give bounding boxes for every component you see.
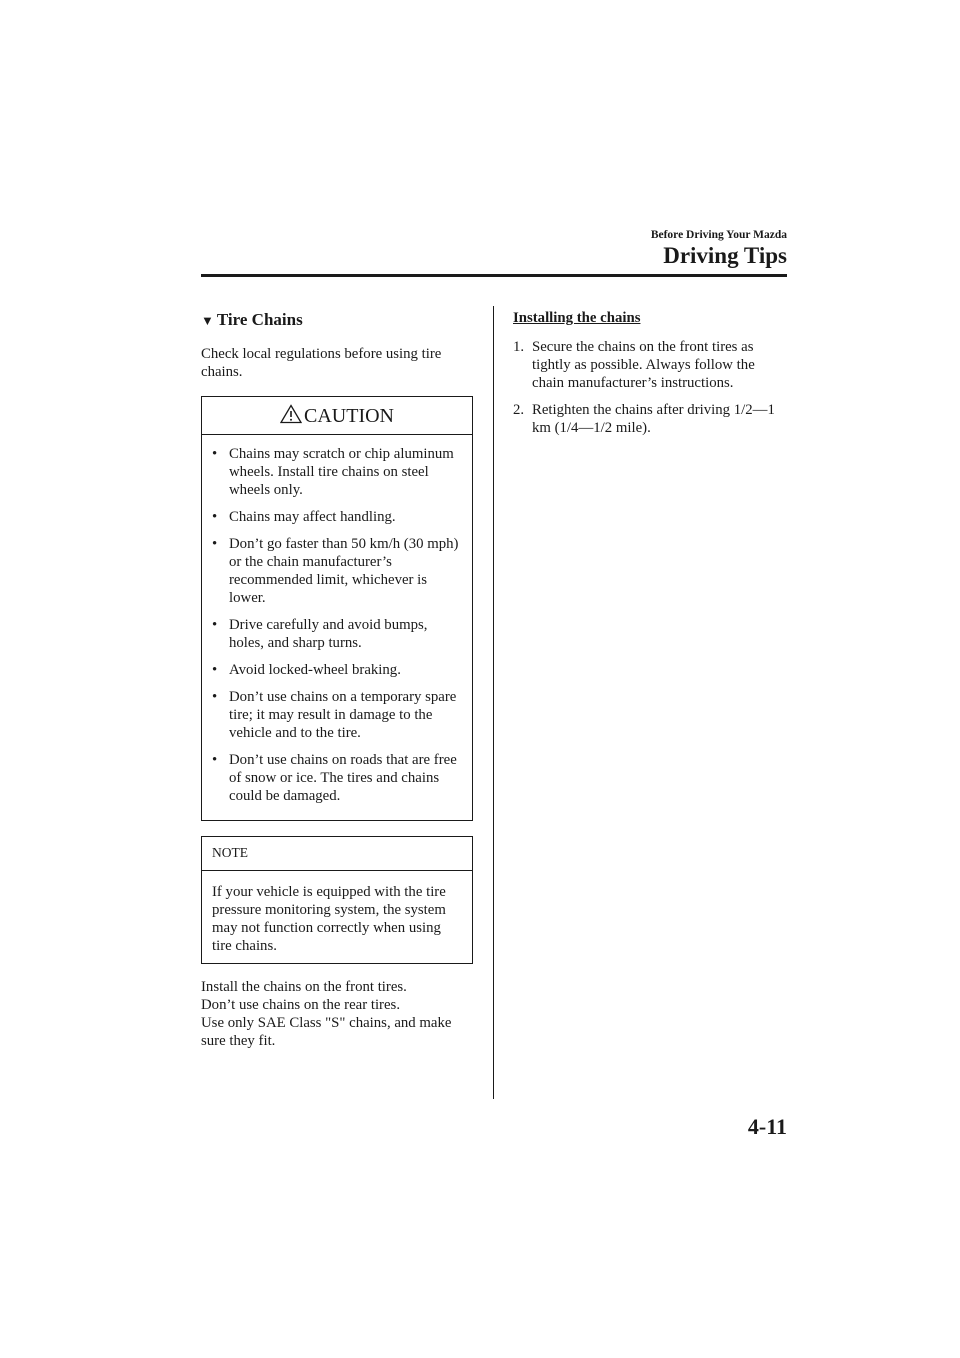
- chapter-title: Driving Tips: [663, 243, 787, 268]
- warning-triangle-icon: [280, 404, 302, 424]
- intro-paragraph: Check local regulations before using tire chains.: [201, 346, 442, 380]
- closing-line: Install the chains on the front tires.: [201, 979, 407, 995]
- left-column: [201, 309, 473, 1050]
- step-text: Retighten the chains after driving 1/2—1 km (1/4—1/2 mile).: [532, 402, 775, 436]
- caution-header: [202, 397, 472, 435]
- caution-item-text: Don’t use chains on roads that are free of snow or ice. The tires and chains could be damaged.: [229, 752, 457, 804]
- bullet-icon: •: [212, 662, 218, 678]
- column-divider: [493, 306, 494, 1099]
- step-item: [513, 401, 788, 437]
- caution-item-text: Don’t go faster than 50 km/h (30 mph) or the chain manufacturer’s recommended limit, whichever is lower.: [229, 536, 459, 606]
- caution-item: [212, 535, 464, 607]
- caution-item-text: Avoid locked-wheel braking.: [229, 662, 401, 678]
- page-number: 4-11: [747, 1114, 787, 1139]
- caution-item: [212, 616, 464, 652]
- closing-line: Don’t use chains on the rear tires.: [201, 997, 401, 1013]
- caution-list: [202, 435, 472, 820]
- note-body: If your vehicle is equipped with the tire pressure monitoring system, the system may not function correctly when using tire chains.: [212, 884, 446, 954]
- bullet-icon: •: [212, 689, 218, 705]
- section-heading: [201, 309, 473, 332]
- header-rule: [201, 274, 787, 277]
- caution-item: [212, 688, 464, 742]
- step-number: 1.: [513, 339, 525, 355]
- caution-item-text: Chains may scratch or chip aluminum wheels. Install tire chains on steel wheels only.: [229, 446, 454, 498]
- closing-line: Use only SAE Class "S" chains, and make sure they fit.: [201, 1015, 452, 1049]
- installing-heading: Installing the chains: [513, 310, 641, 326]
- bullet-icon: •: [212, 617, 218, 633]
- bullet-icon: •: [212, 509, 218, 525]
- note-box: [201, 836, 473, 964]
- caution-item: [212, 751, 464, 805]
- bullet-icon: •: [212, 752, 218, 768]
- caution-item-text: Chains may affect handling.: [229, 509, 396, 525]
- step-number: 2.: [513, 402, 525, 418]
- caution-item: [212, 445, 464, 499]
- installation-steps: [513, 338, 788, 446]
- caution-item-text: Drive carefully and avoid bumps, holes, and sharp turns.: [229, 617, 428, 651]
- triangle-marker-icon: ▼: [201, 313, 214, 328]
- step-item: [513, 338, 788, 392]
- bullet-icon: •: [212, 536, 218, 552]
- closing-paragraph: [201, 978, 473, 1050]
- caution-box: [201, 396, 473, 821]
- caution-item: [212, 661, 464, 679]
- caution-title: CAUTION: [304, 405, 394, 427]
- note-title: NOTE: [202, 837, 472, 871]
- section-heading-text: Tire Chains: [216, 310, 303, 329]
- caution-item: [212, 508, 464, 526]
- section-label: Before Driving Your Mazda: [650, 229, 787, 241]
- step-text: Secure the chains on the front tires as tightly as possible. Always follow the chain manufacturer’s instructions.: [532, 339, 755, 391]
- bullet-icon: •: [212, 446, 218, 462]
- caution-item-text: Don’t use chains on a temporary spare tire; it may result in damage to the vehicle and to the tire.: [229, 689, 457, 741]
